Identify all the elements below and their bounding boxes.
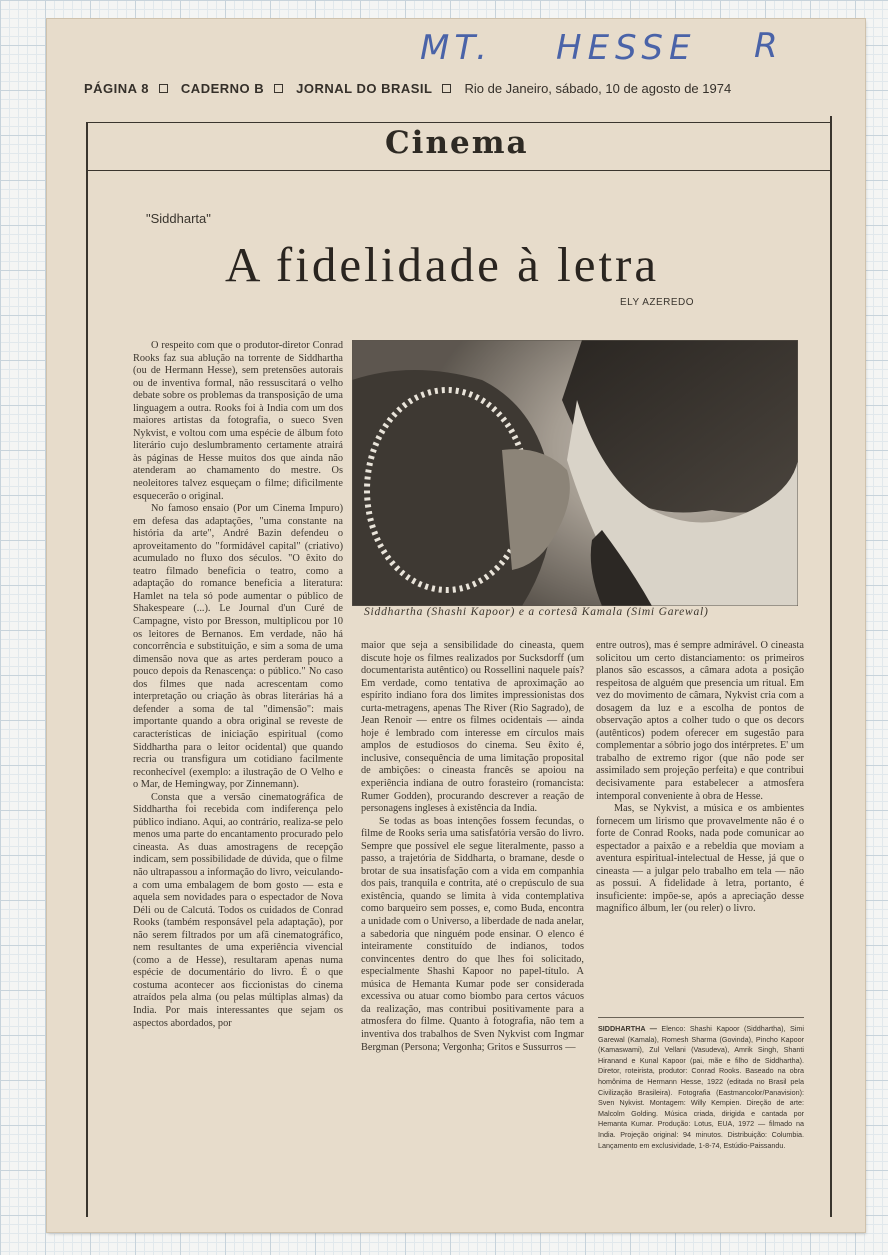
square-bullet-icon [274,84,283,93]
film-still-photo [352,340,798,606]
square-bullet-icon [442,84,451,93]
article-column-2 [361,640,584,1202]
newspaper-name: JORNAL DO BRASIL [296,81,433,97]
section-label: CADERNO B [180,81,265,97]
paragraph: maior que seja a sensibilidade do cineasta, quem discute hoje os filmes realizados por Sucksdorff (um documentarista autêntico) ou Rossellini naquele país? Em verdade, como tentativa de aproximação ao espírito indiano fora dos limites impressionistas dos curta-metragens, apenas The River (Rio Sagrado), de Jean Renoir — entre os filmes ocidentais — ainda hoje é lembrado com interesse em círculos mais amplos de estudiosos do cinema. Seu êxito é, inclusive, consequência de uma limitação proposital de ambições: o cineasta francês se apoiou na experiência indiana de outro forasteiro (romancista: Rumer Godden), procurando descrever a reação de personagens ingleses à existência da India. [361,640,584,815]
section-title: Cinema [385,125,529,161]
film-credits [598,1024,804,1196]
photo-illustration [352,340,798,606]
section-divider [88,170,830,171]
page-number: PÁGINA 8 [84,81,149,97]
handwritten-note-mt: MT. [420,28,492,68]
paragraph: Mas, se Nykvist, a música e os ambientes fornecem um lirismo que provavelmente não é o forte de Conrad Rooks, nada pode comunicar ao espectador a paixão e a rebeldia que moviam a aventura espiritual-intelectual de Hesse, já que o cineasta — a julgar pelo trabalho em tela — não as possui. A fidelidade à letra, portanto, é insuficiente: impõe-se, após a apreciação desse magnífico álbum, ler (ou reler) o livro. [596,803,804,915]
frame-top-rule [86,122,832,123]
dateline: Rio de Janeiro, sábado, 10 de agosto de 1974 [464,81,732,97]
handwritten-note-hesse: HESSE [556,28,697,68]
article-byline: ELY AZEREDO [620,297,695,308]
paragraph: O respeito com que o produtor-diretor Conrad Rooks faz sua ablução na torrente de Siddhartha (ou de Hermann Hesse), sem pretensões autorais ou de inventiva formal, não ressuscitará o velho debate sobre os problemas da transposição de uma linguagem a outra. Rooks foi à India com um dos maiores artistas da fotografia, o sueco Sven Nykvist, e voltou com uma espécie de álbum foto literário cujo deslumbramento certamente atrairá às páginas de Hesse muitos dos que ainda não atenderam ao chamamento do mestre. Os neoleitores talvez esqueçam o filme; dificilmente esquecerão o original. [133,340,343,502]
handwritten-initial: R [754,26,783,66]
paragraph: No famoso ensaio (Por um Cinema Impuro) em defesa das adaptações, "uma constante na história da arte", André Bazin defendeu o aproveitamento do "formidável capital" (criativo) acumulado no fluxo dos séculos. "O êxito do teatro filmado beneficia o teatro, como a adaptação do romance beneficia a literatura: Hamlet na tela só pode aumentar o público de Shakespeare (...). Le Journal d'un Curé de Campagne, visto por Bresson, multiplicou por 10 os leitores de Bernanos. Em verdade, não há concorrência e substituição, e sim a soma de uma dimensão nova que as artes perderam pouco a pouco depois da Renascença: o público." No caso dos filmes que nada acrescentam como interpretação ou criação às obras literárias há a defender a soma de tal "dimensão": mais importante quando a obra original se reveste de características de iniciação espiritual (como Siddhartha para o leitor ocidental) que quando recria ou transfigura um cotidiano facilmente reconhecível (exemplo: a ilustração de O Velho e o Mar, de Hemingway, por Zinnemann). [133,503,343,791]
credits-title: SIDDHARTHA — [598,1024,657,1033]
article-column-1 [133,340,343,1202]
paragraph: entre outros), mas é sempre admirável. O cineasta solicitou um certo distanciamento: os primeiros planos são escassos, a câmara adota a posição respeitosa de alguém que presencia um ritual. Em vez do movimento de câmara, Nykvist cria com a dosagem da luz e a escolha de pontos de observação aptos a colher tudo o que os decors (autênticos) podem oferecer em sugestão para complementar a sóbrio jogo dos intérpretes. E' um trabalho de extremo rigor (que não pode ser assimilado sem projeção perfeita) e que contribui decisivamente para estabelecer a atmosfera intemporal conveniente à obra de Hesse. [596,640,804,802]
article-headline: A fidelidade à letra [225,237,660,292]
credits-text: Elenco: Shashi Kapoor (Siddhartha), Simi Garewal (Kamala), Romesh Sharma (Govinda), Pincho Kapoor (Kamaswami), Zul Vellani (Vasudeva), Amrik Singh, Shanti Hiranand e Kunal Kapoor (pai, mãe e filho de Siddhartha). Diretor, roteirista, produtor: Conrad Rooks. Baseado na obra homônima de Hermann Hesse, 1922 (editada no Brasil pela Civilização Brasileira). Fotografia (Eastmancolor/Panavision): Sven Nykvist. Montagem: Willy Kempien. Direção de arte: Malcolm Golding. Música criada, dirigida e cantada por Hemanta Kumar. Produção: Lotus, EUA, 1972 — filmado na India. Projeção original: 94 minutos. Distribuição: Columbia. Lançamento em exclusividade, 1-8-74, Estúdio-Paissandu. [598,1024,804,1150]
square-bullet-icon [159,84,168,93]
photo-caption: Siddhartha (Shashi Kapoor) e a cortesã Kamala (Simi Garewal) [364,606,709,618]
article-kicker: "Siddharta" [146,211,211,226]
frame-left-rule [86,122,88,1217]
page-header [84,80,844,100]
paragraph: Consta que a versão cinematográfica de Siddhartha foi recebida com indiferença pelo público indiano. Aqui, ao contrário, realiza-se pelo menos uma parte do encantamento procurado pelo cineasta. As duas amostragens de recepção indicam, sem possibilidade de dúvida, que o filme não ultrapassou a informação do livro, veiculando-a com uma embalagem de bom gosto — esta e aquela sem novidades para o espectador de Nova Déli ou de Calcutá. Todos os cuidados de Conrad Rooks (também responsável pela adaptação), por não serem filtrados por um afã cinematográfico, nem resultantes de uma experiência vivencial (como a de Hesse), resultaram apenas numa espécie de documentário do livro. É o que costuma acontecer aos ficcionistas do cinema atraídos pela alma (ou pelas múltiplas almas) da India. Por mais interessantes que sejam os aspectos abordados, por [133,791,343,1029]
credits-divider [598,1017,804,1018]
paragraph: Se todas as boas intenções fossem fecundas, o filme de Rooks seria uma satisfatória versão do livro. Sempre que possível ele segue literalmente, passo a passo, a trajetória de Siddharta, o bramane, desde o brotar de sua insatisfação com a vida em companhia dos pais, tranquila e contrita, até o crepúsculo de sua existência, quando se limita à vida contemplativa como barqueiro sem posses, e, como Buda, encontra a unidade com o Universo, a liberdade de nada anelar, a sabedoria que ninguém pode ensinar. O elenco é inteiramente constituído de indianos, todos convincentes dentro do que lhes foi solicitado, especialmente Shashi Kapoor no papel-título. A música de Hemanta Kumar pode ser considerada excessiva ou atuar como biombo para certos vácuos da realização, mas contribui positivamente para a atmosfera do filme. Quanto à fotografia, não tem a inventiva dos trabalhos de Sven Nykvist com Ingmar Bergman (Persona; Vergonha; Gritos e Sussurros — [361,815,584,1053]
frame-right-rule [830,116,832,1217]
article-column-3 [596,640,804,1012]
